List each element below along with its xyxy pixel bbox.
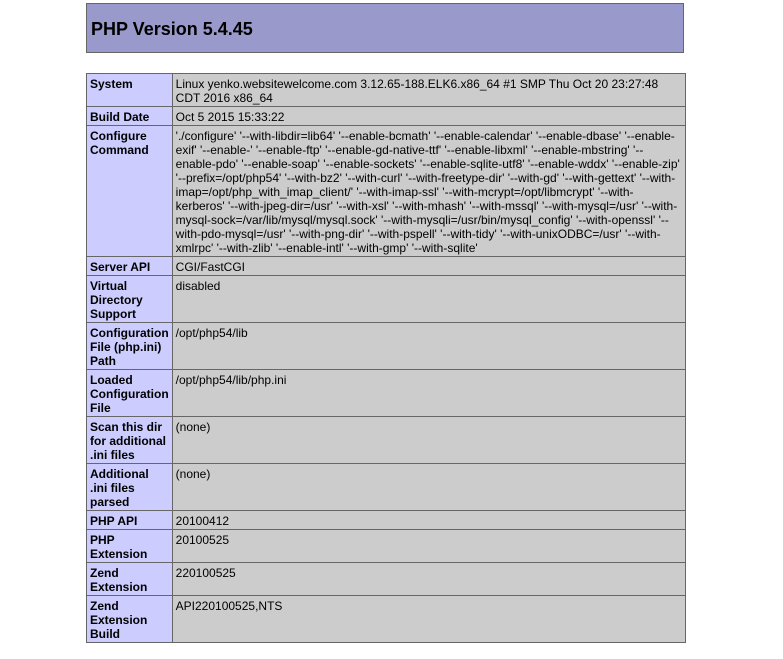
table-row-scan-dir bbox=[87, 417, 686, 464]
table-row-php-extension bbox=[87, 530, 686, 563]
row-value: disabled bbox=[172, 276, 685, 323]
row-label: Configuration File (php.ini) Path bbox=[87, 323, 173, 370]
row-label: Additional .ini files parsed bbox=[87, 464, 173, 511]
row-value: (none) bbox=[172, 417, 685, 464]
table-row-server-api bbox=[87, 257, 686, 276]
table-row-configure-command bbox=[87, 126, 686, 257]
row-value: (none) bbox=[172, 464, 685, 511]
row-label: Configure Command bbox=[87, 126, 173, 257]
table-row-build-date bbox=[87, 107, 686, 126]
table-row-zend-extension bbox=[87, 563, 686, 596]
row-value: './configure' '--with-libdir=lib64' '--enable-bcmath' '--enable-calendar' '--enable-dbase' '--enable-exif' '--enable-' '--enable-ftp' '--enable-gd-native-ttf' '--enable-libxml' '--enable-mbstring' '--enable-pdo' '--enable-soap' '--enable-sockets' '--enable-sqlite-utf8' '--enable-wddx' '--enable-zip' '--prefix=/opt/php54' '--with-bz2' '--with-curl' '--with-freetype-dir' '--with-gd' '--with-gettext' '--with-imap=/opt/php_with_imap_client/' '--with-imap-ssl' '--with-mcrypt=/opt/libmcrypt' '--with-kerberos' '--with-jpeg-dir=/usr' '--with-xsl' '--with-mhash' '--with-mssql' '--with-mysql=/usr' '--with-mysql-sock=/var/lib/mysql/mysql.sock' '--with-mysqli=/usr/bin/mysql_config' '--with-openssl' '--with-pdo-mysql=/usr' '--with-png-dir' '--with-pspell' '--with-tidy' '--with-unixODBC=/usr' '--with-xmlrpc' '--with-zlib' '--enable-intl' '--with-gmp' '--with-sqlite' bbox=[172, 126, 685, 257]
row-value: API220100525,NTS bbox=[172, 596, 685, 643]
row-value: CGI/FastCGI bbox=[172, 257, 685, 276]
row-value: /opt/php54/lib bbox=[172, 323, 685, 370]
row-value: 220100525 bbox=[172, 563, 685, 596]
table-row-configuration-file-path bbox=[87, 323, 686, 370]
row-label: System bbox=[87, 74, 173, 107]
row-label: Build Date bbox=[87, 107, 173, 126]
row-label: Scan this dir for additional .ini files bbox=[87, 417, 173, 464]
row-label: Zend Extension Build bbox=[87, 596, 173, 643]
php-info-table bbox=[86, 73, 686, 643]
row-value: /opt/php54/lib/php.ini bbox=[172, 370, 685, 417]
row-label: Zend Extension bbox=[87, 563, 173, 596]
php-version-header bbox=[86, 3, 684, 53]
row-value: Oct 5 2015 15:33:22 bbox=[172, 107, 685, 126]
table-row-virtual-directory-support bbox=[87, 276, 686, 323]
table-row-additional-ini-files bbox=[87, 464, 686, 511]
row-value: Linux yenko.websitewelcome.com 3.12.65-188.ELK6.x86_64 #1 SMP Thu Oct 20 23:27:48 CDT 2016 x86_64 bbox=[172, 74, 685, 107]
row-label: PHP API bbox=[87, 511, 173, 530]
table-row-php-api bbox=[87, 511, 686, 530]
row-label: Server API bbox=[87, 257, 173, 276]
table-row-loaded-configuration-file bbox=[87, 370, 686, 417]
table-row-system bbox=[87, 74, 686, 107]
page-title: PHP Version 5.4.45 bbox=[91, 19, 253, 39]
row-label: PHP Extension bbox=[87, 530, 173, 563]
row-label: Loaded Configuration File bbox=[87, 370, 173, 417]
table-row-zend-extension-build bbox=[87, 596, 686, 643]
row-value: 20100525 bbox=[172, 530, 685, 563]
row-value: 20100412 bbox=[172, 511, 685, 530]
row-label: Virtual Directory Support bbox=[87, 276, 173, 323]
